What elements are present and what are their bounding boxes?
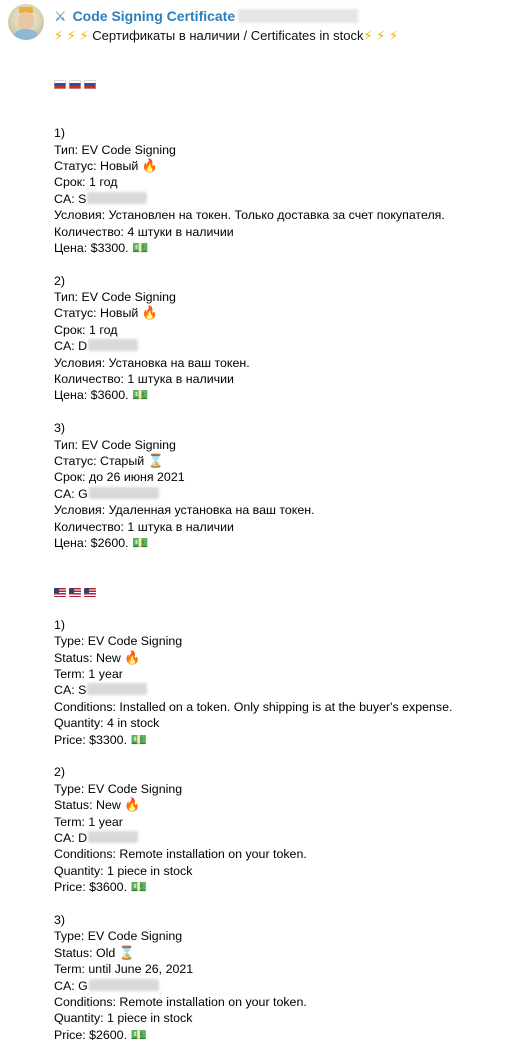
message-subtitle xyxy=(54,26,517,46)
offer-term: Term: 1 year xyxy=(54,814,123,829)
offer-ca xyxy=(54,338,452,354)
offer-conditions: Условия: Удаленная установка на ваш токен. xyxy=(54,503,315,518)
offer-status-text: Статус: Старый xyxy=(54,454,145,468)
us-offer-1 xyxy=(54,617,452,748)
offer-ca-text: CA: G xyxy=(54,486,88,501)
offer-number: 2) xyxy=(54,273,66,288)
offer-conditions: Conditions: Remote installation on your token. xyxy=(54,994,307,1009)
channel-title-row[interactable] xyxy=(54,6,517,26)
avatar-body xyxy=(14,29,38,40)
offer-ca xyxy=(54,978,452,994)
fire-icon: 🔥 xyxy=(141,157,158,173)
offer-type: Type: EV Code Signing xyxy=(54,634,183,649)
lightning-icon: ⚡ xyxy=(389,28,399,43)
money-icon: 💵 xyxy=(132,534,149,550)
lightning-icon: ⚡ xyxy=(66,28,76,43)
ru-offer-2 xyxy=(54,273,452,404)
offer-number: 2) xyxy=(54,765,66,780)
offer-price xyxy=(54,535,452,551)
offer-status xyxy=(54,650,452,666)
channel-avatar[interactable] xyxy=(8,4,44,40)
offer-price xyxy=(54,240,452,256)
offer-price-text: Цена: $3300. xyxy=(54,240,129,255)
offer-status xyxy=(54,797,452,813)
usa-flag-icon xyxy=(69,588,81,597)
hourglass-icon: ⌛ xyxy=(118,944,135,960)
offer-conditions: Условия: Установлен на токен. Только доставка за счет покупателя. xyxy=(54,208,445,223)
russia-flag-icon xyxy=(69,80,81,89)
offer-price-text: Price: $2600. xyxy=(54,1027,128,1042)
usa-flag-icon xyxy=(54,588,66,597)
offer-conditions: Условия: Установка на ваш токен. xyxy=(54,355,250,370)
offer-type: Type: EV Code Signing xyxy=(54,929,183,944)
offer-type: Тип: EV Code Signing xyxy=(54,437,176,452)
offer-status-text: Статус: Новый xyxy=(54,306,139,321)
us-offer-2 xyxy=(54,764,452,895)
us-offer-3 xyxy=(54,912,452,1043)
offer-ca xyxy=(54,830,452,846)
offer-term: Срок: 1 год xyxy=(54,175,118,190)
offer-term: Срок: до 26 июня 2021 xyxy=(54,470,185,485)
offer-price-text: Цена: $2600. xyxy=(54,535,129,550)
lightning-icon: ⚡ xyxy=(376,28,386,43)
money-icon: 💵 xyxy=(132,387,149,403)
money-icon: 💵 xyxy=(132,239,149,255)
offer-status-text: Статус: Новый xyxy=(54,158,139,173)
redacted-ca-blur xyxy=(88,339,138,351)
redacted-ca-blur xyxy=(87,683,147,695)
offer-quantity: Количество: 4 штуки в наличии xyxy=(54,224,234,239)
offer-ca-text: CA: D xyxy=(54,339,88,354)
offer-conditions: Conditions: Installed on a token. Only shipping is at the buyer's expense. xyxy=(54,699,453,714)
offer-type: Тип: EV Code Signing xyxy=(54,290,176,305)
offer-term: Срок: 1 год xyxy=(54,322,118,337)
russia-flag-icon xyxy=(54,80,66,89)
subtitle-text: Сертификаты в наличии / Certificates in stock xyxy=(92,28,364,43)
redacted-ca-blur xyxy=(89,979,159,991)
offer-price-text: Цена: $3600. xyxy=(54,388,129,403)
ru-offer-1 xyxy=(54,125,452,256)
redacted-ca-blur xyxy=(87,192,147,204)
fire-icon: 🔥 xyxy=(124,797,141,813)
offer-ca-text: CA: S xyxy=(54,191,87,206)
offer-quantity: Quantity: 1 piece in stock xyxy=(54,1011,193,1026)
offer-status-text: Status: Old xyxy=(54,945,116,960)
offer-price xyxy=(54,387,452,403)
redacted-ca-blur xyxy=(88,831,138,843)
offer-status xyxy=(54,945,452,961)
offer-number: 1) xyxy=(54,617,66,632)
offer-type: Тип: EV Code Signing xyxy=(54,142,176,157)
offer-status xyxy=(54,158,452,174)
message-header xyxy=(54,6,517,46)
offer-ca-text: CA: S xyxy=(54,683,87,698)
offer-number: 3) xyxy=(54,912,66,927)
redacted-ca-blur xyxy=(89,487,159,499)
channel-title[interactable]: Code Signing Certificate xyxy=(72,8,236,24)
message-body xyxy=(54,76,452,1043)
money-icon: 💵 xyxy=(130,1026,147,1042)
offer-type: Type: EV Code Signing xyxy=(54,781,183,796)
offer-number: 1) xyxy=(54,126,66,141)
offer-status-text: Status: New xyxy=(54,650,121,665)
fire-icon: 🔥 xyxy=(141,305,158,321)
fire-icon: 🔥 xyxy=(124,649,141,665)
face-icon xyxy=(18,12,34,30)
offer-price xyxy=(54,1027,452,1043)
redacted-title-blur xyxy=(238,9,358,23)
ru-offer-3 xyxy=(54,420,452,551)
offer-term: Term: until June 26, 2021 xyxy=(54,962,194,977)
offer-ca-text: CA: G xyxy=(54,978,88,993)
lightning-icon: ⚡ xyxy=(54,28,64,43)
offer-quantity: Количество: 1 штука в наличии xyxy=(54,519,234,534)
usa-flag-icon xyxy=(84,588,96,597)
offer-term: Term: 1 year xyxy=(54,667,123,682)
offer-conditions: Conditions: Remote installation on your token. xyxy=(54,847,307,862)
lightning-icon: ⚡ xyxy=(363,28,373,43)
us-flags xyxy=(54,584,452,600)
russia-flag-icon xyxy=(84,80,96,89)
offer-status xyxy=(54,453,452,469)
offer-price xyxy=(54,879,452,895)
offer-ca xyxy=(54,486,452,502)
offer-price-text: Price: $3600. xyxy=(54,880,128,895)
lightning-icon: ⚡ xyxy=(79,28,89,43)
money-icon: 💵 xyxy=(130,879,147,895)
offer-number: 3) xyxy=(54,421,66,436)
offer-ca xyxy=(54,682,452,698)
offer-price xyxy=(54,732,452,748)
offer-quantity: Quantity: 4 in stock xyxy=(54,716,160,731)
hourglass-icon: ⌛ xyxy=(147,453,164,468)
offer-ca-text: CA: D xyxy=(54,831,88,845)
money-icon: 💵 xyxy=(130,731,147,747)
offer-quantity: Количество: 1 штука в наличии xyxy=(54,372,234,387)
offer-status xyxy=(54,305,452,321)
crossed-swords-icon: ⚔ xyxy=(54,7,67,24)
ru-flags xyxy=(54,76,452,92)
offer-quantity: Quantity: 1 piece in stock xyxy=(54,863,193,878)
offer-price-text: Price: $3300. xyxy=(54,732,128,747)
offer-ca xyxy=(54,191,452,207)
offer-status-text: Status: New xyxy=(54,798,121,813)
